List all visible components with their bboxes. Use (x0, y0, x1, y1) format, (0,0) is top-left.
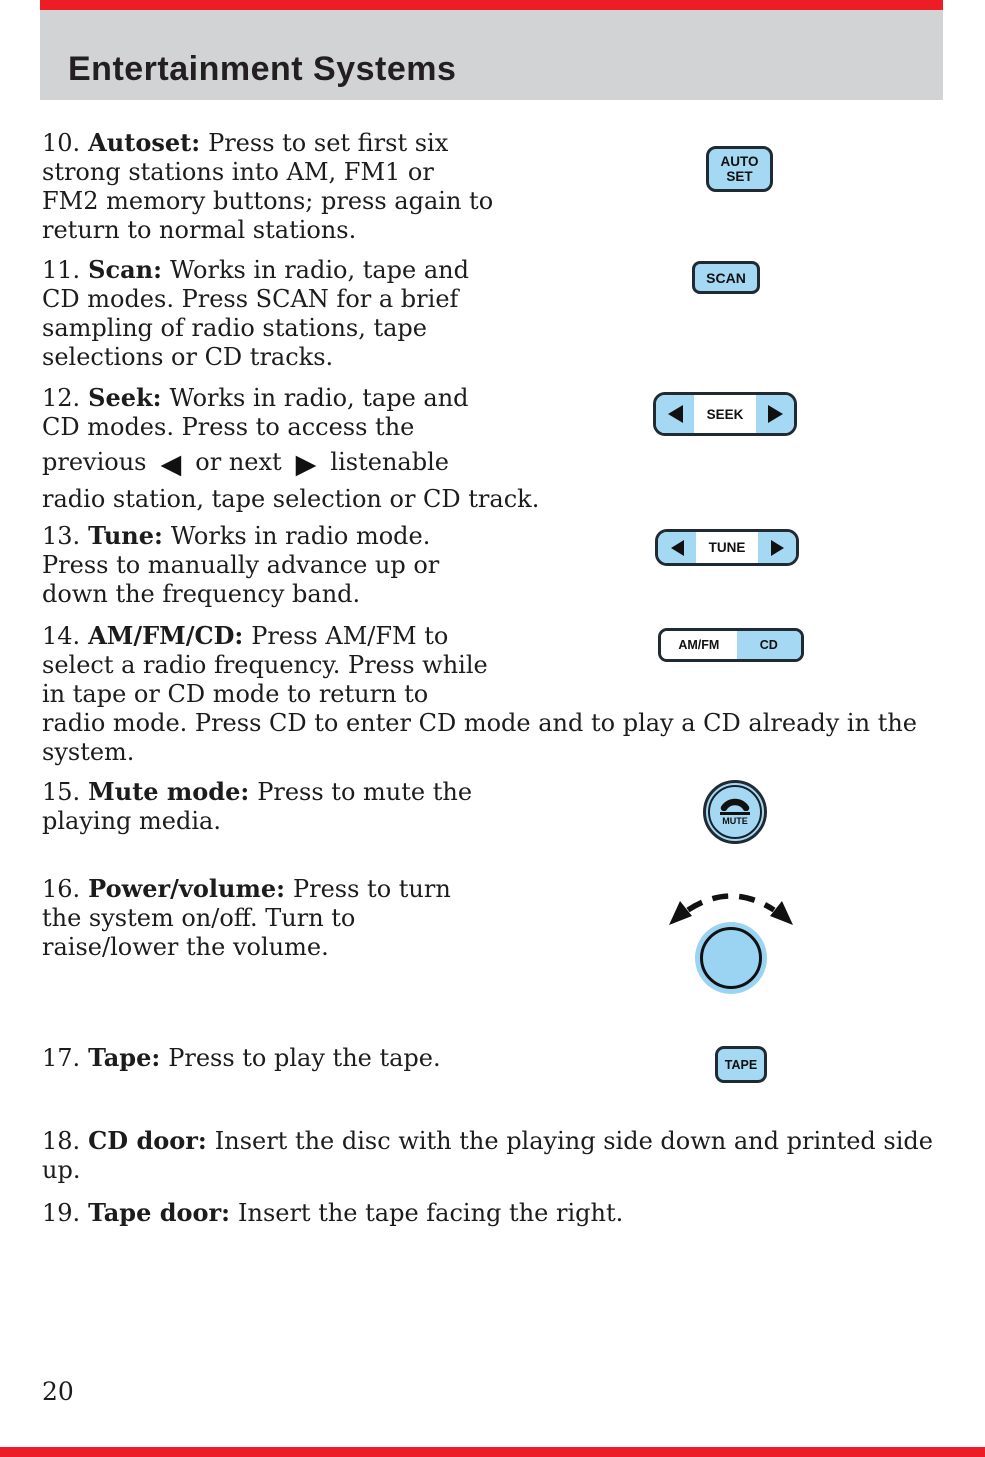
seek-rocker-illustration (653, 392, 797, 436)
section-tune (42, 521, 952, 609)
tune-right-arrow-icon (771, 540, 784, 556)
text-line: up. (42, 1156, 81, 1184)
term-label: AM/FM/CD: (88, 621, 244, 650)
cd-segment (737, 631, 801, 659)
bottom-accent-bar (0, 1447, 985, 1457)
term-label: Scan: (88, 255, 162, 284)
term-label: Power/volume: (88, 874, 285, 903)
item-number: 15. (42, 778, 81, 806)
section-amfmcd (42, 621, 952, 767)
text-line: selections or CD tracks. (42, 343, 334, 371)
cd-label: CD (759, 638, 778, 652)
text-line: select a radio frequency. Press while (42, 651, 488, 679)
text-line: radio station, tape selection or CD track. (42, 485, 540, 513)
rotate-arrows-icon (666, 880, 796, 928)
text-run: Press AM/FM to (251, 622, 449, 650)
term-label: Tape door: (88, 1198, 230, 1227)
text-line: FM2 memory buttons; press again to (42, 187, 494, 215)
tape-button-label: TAPE (724, 1057, 758, 1072)
term-label: Tape: (88, 1043, 161, 1072)
autoset-button-illustration (706, 146, 773, 192)
text-line (42, 874, 952, 904)
term-label: Autoset: (88, 128, 201, 157)
text-line: playing media. (42, 807, 221, 835)
section-autoset (42, 128, 952, 245)
item-number: 10. (42, 129, 81, 157)
text-line: strong stations into AM, FM1 or (42, 158, 434, 186)
section-tape (42, 1043, 952, 1073)
section-mute (42, 777, 952, 836)
tune-label: TUNE (708, 540, 746, 555)
section-seek (42, 383, 952, 514)
text-line: sampling of radio stations, tape (42, 314, 427, 342)
amfm-segment (661, 631, 737, 659)
term-label: Seek: (88, 383, 162, 412)
scan-button-label: SCAN (706, 269, 746, 286)
scan-button-illustration (692, 261, 760, 294)
text-line (42, 255, 952, 285)
text-run: or next (195, 448, 282, 476)
item-number: 19. (42, 1199, 81, 1227)
text-line (42, 383, 952, 413)
seek-left-segment (656, 395, 694, 433)
text-line: down the frequency band. (42, 580, 361, 608)
term-label: CD door: (88, 1126, 207, 1155)
item-number: 13. (42, 522, 81, 550)
tune-right-segment (758, 532, 796, 563)
top-accent-bar (40, 0, 943, 10)
text-line: Press to manually advance up or (42, 551, 440, 579)
text-line: return to normal stations. (42, 216, 357, 244)
autoset-button-label-line2: SET (726, 169, 753, 184)
text-line: the system on/off. Turn to (42, 904, 356, 932)
amfm-cd-button-illustration (658, 628, 804, 662)
next-arrow-icon: ▶ (295, 449, 317, 480)
handset-cradle-line (720, 812, 750, 815)
item-number: 11. (42, 256, 81, 284)
text-run: Press to play the tape. (168, 1044, 441, 1072)
text-run: Press to set first six (208, 129, 449, 157)
section-power-volume (42, 874, 952, 962)
text-run: previous (42, 448, 147, 476)
tune-rocker-illustration (655, 529, 799, 566)
seek-left-arrow-icon (668, 405, 683, 423)
mute-label: MUTE (722, 815, 748, 826)
text-line (42, 1198, 952, 1228)
text-run: Insert the disc with the playing side down and printed side (214, 1127, 933, 1155)
text-line: raise/lower the volume. (42, 933, 329, 961)
section-scan (42, 255, 952, 372)
text-run: Works in radio, tape and (169, 256, 469, 284)
seek-right-arrow-icon (768, 405, 783, 423)
text-run: Press to turn (292, 875, 451, 903)
text-run: Press to mute the (257, 778, 473, 806)
text-line: CD modes. Press to access the (42, 413, 415, 441)
text-line: system. (42, 738, 135, 766)
item-number: 14. (42, 622, 81, 650)
term-label: Mute mode: (88, 777, 250, 806)
seek-right-segment (756, 395, 794, 433)
text-line: CD modes. Press SCAN for a brief (42, 285, 459, 313)
header-bar (40, 10, 943, 100)
text-line-with-arrows (42, 442, 952, 485)
text-line (42, 128, 952, 158)
section-cd-door (42, 1126, 952, 1185)
mute-button-illustration (703, 780, 767, 844)
page-title: Entertainment Systems (68, 50, 457, 88)
term-label: Tune: (88, 521, 163, 550)
text-line (42, 1043, 952, 1073)
text-run: listenable (330, 448, 449, 476)
text-line (42, 521, 952, 551)
item-number: 18. (42, 1127, 81, 1155)
text-line (42, 621, 952, 651)
item-number: 17. (42, 1044, 81, 1072)
text-run: Works in radio, tape and (169, 384, 469, 412)
text-line: radio mode. Press CD to enter CD mode and to play a CD already in the (42, 709, 917, 737)
seek-label: SEEK (706, 406, 744, 422)
text-line (42, 1126, 952, 1156)
item-number: 16. (42, 875, 81, 903)
text-line (42, 777, 952, 807)
tune-left-arrow-icon (671, 540, 684, 556)
item-number: 12. (42, 384, 81, 412)
tune-label-segment (696, 532, 758, 563)
power-volume-knob-illustration (695, 922, 767, 994)
phone-handset-icon (720, 798, 750, 811)
previous-arrow-icon: ◀ (160, 449, 182, 480)
tape-button-illustration (715, 1046, 767, 1083)
text-line: in tape or CD mode to return to (42, 680, 429, 708)
page-number: 20 (42, 1377, 74, 1406)
autoset-button-label-line1: AUTO (720, 154, 759, 169)
amfm-label: AM/FM (678, 638, 720, 652)
text-run: Works in radio mode. (170, 522, 431, 550)
text-run: Insert the tape facing the right. (238, 1199, 624, 1227)
tune-left-segment (658, 532, 696, 563)
section-tape-door (42, 1198, 952, 1228)
seek-label-segment (694, 395, 756, 433)
